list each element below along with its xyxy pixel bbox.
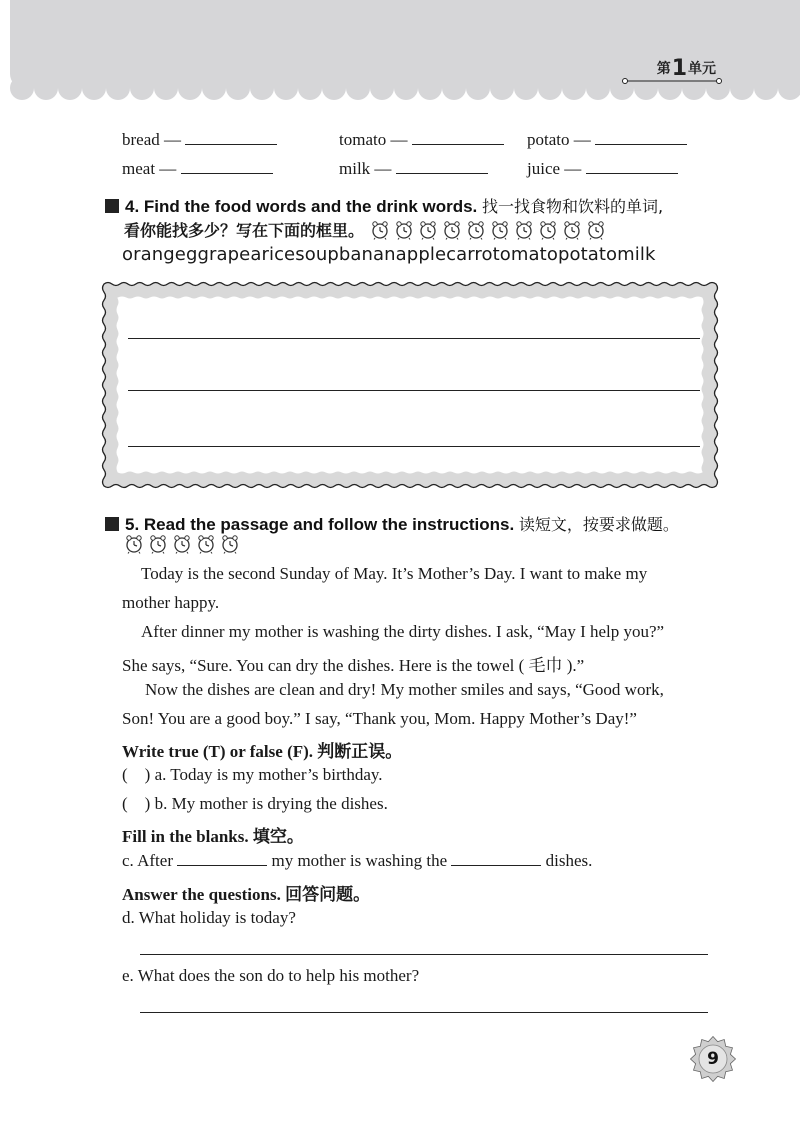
page-number: 9 xyxy=(707,1049,719,1069)
unit-label-decoration xyxy=(622,78,722,84)
passage-text: ).” xyxy=(566,656,585,675)
clock-icon xyxy=(514,220,534,240)
section4-title-en: 4. Find the food words and the drink words. xyxy=(125,197,478,216)
passage-line: After dinner my mother is washing the dirty dishes. I ask, “May I help you?” xyxy=(141,622,665,641)
fill-text: c. After xyxy=(122,851,173,870)
clock-icon xyxy=(466,220,486,240)
clock-icon xyxy=(148,534,168,554)
fill-text: my mother is washing the xyxy=(271,851,448,870)
answer-box-line[interactable] xyxy=(128,338,700,339)
section5-heading xyxy=(105,512,679,535)
clock-icon xyxy=(124,534,144,554)
unit-prefix: 第 xyxy=(656,61,671,77)
passage-line xyxy=(122,651,584,676)
clock-icon xyxy=(562,220,582,240)
answer-box-line[interactable] xyxy=(128,390,700,391)
blank-line[interactable] xyxy=(595,130,687,145)
blank-line[interactable] xyxy=(586,159,678,174)
section4-title-cn: 找一找食物和饮料的单词, xyxy=(482,197,664,216)
blank-word: potato — xyxy=(527,130,591,149)
blank-item xyxy=(339,159,488,179)
blank-word: bread — xyxy=(122,130,182,149)
section5-rating xyxy=(124,534,244,554)
unit-suffix: 单元 xyxy=(688,61,716,77)
tf-heading-en: Write true (T) or false (F). xyxy=(122,742,314,761)
passage-cn-word: 毛巾 xyxy=(528,656,563,676)
blank-item xyxy=(122,130,277,150)
clock-icon xyxy=(394,220,414,240)
fill-item xyxy=(122,851,592,871)
section-square-icon xyxy=(105,199,119,213)
answer-heading-cn: 回答问题。 xyxy=(285,885,371,905)
blank-item xyxy=(527,159,678,179)
blank-word: tomato — xyxy=(339,130,408,149)
blank-line[interactable] xyxy=(181,159,273,174)
passage-line: Now the dishes are clean and dry! My mother smiles and says, “Good work, xyxy=(145,680,664,699)
section5-title-cn: 读短文，按要求做题。 xyxy=(518,515,679,534)
clock-rating xyxy=(370,221,610,240)
blank-word: juice — xyxy=(527,159,582,178)
clock-icon xyxy=(442,220,462,240)
tf-item[interactable]: ( ) b. My mother is drying the dishes. xyxy=(122,794,388,813)
tf-item[interactable]: ( ) a. Today is my mother’s birthday. xyxy=(122,765,383,784)
blank-item xyxy=(339,130,504,150)
blank-word: meat — xyxy=(122,159,177,178)
question: e. What does the son do to help his mother? xyxy=(122,966,420,985)
passage-text: She says, “Sure. You can dry the dishes. Here is the towel ( xyxy=(122,656,525,675)
blank-item xyxy=(527,130,687,150)
passage-line: Son! You are a good boy.” I say, “Thank you, Mom. Happy Mother’s Day!” xyxy=(122,709,637,728)
fill-blank[interactable] xyxy=(451,851,541,866)
answer-heading-en: Answer the questions. xyxy=(122,885,281,904)
clock-icon xyxy=(196,534,216,554)
clock-rating xyxy=(124,535,244,554)
answer-line[interactable] xyxy=(140,954,708,955)
fill-blank[interactable] xyxy=(177,851,267,866)
tf-heading xyxy=(122,737,402,762)
question: d. What holiday is today? xyxy=(122,908,296,927)
answer-line[interactable] xyxy=(140,1012,708,1013)
answer-box-frame xyxy=(100,280,720,490)
section4-subtitle xyxy=(124,218,610,241)
clock-icon xyxy=(220,534,240,554)
clock-icon xyxy=(538,220,558,240)
passage-line: mother happy. xyxy=(122,593,220,612)
unit-number: 1 xyxy=(671,56,687,81)
section5-title-en: 5. Read the passage and follow the instructions. xyxy=(125,515,515,534)
clock-icon xyxy=(370,220,390,240)
letter-puzzle: orangeggrapearicesoupbananapplecarrotomatopotatomilk xyxy=(122,244,656,265)
fill-text: dishes. xyxy=(545,851,593,870)
blank-line[interactable] xyxy=(185,130,277,145)
clock-icon xyxy=(172,534,192,554)
section4-heading xyxy=(105,194,663,217)
section-square-icon xyxy=(105,517,119,531)
section4-subtitle-cn: 看你能找多少？写在下面的框里。 xyxy=(124,221,365,240)
clock-icon xyxy=(586,220,606,240)
answer-box-line[interactable] xyxy=(128,446,700,447)
clock-icon xyxy=(490,220,510,240)
blank-line[interactable] xyxy=(412,130,504,145)
fill-heading-en: Fill in the blanks. xyxy=(122,827,249,846)
blank-line[interactable] xyxy=(396,159,488,174)
tf-heading-cn: 判断正误。 xyxy=(317,742,403,762)
blank-item xyxy=(122,159,273,179)
blank-word: milk — xyxy=(339,159,392,178)
fill-heading xyxy=(122,822,304,847)
answer-heading xyxy=(122,880,370,905)
passage-line: Today is the second Sunday of May. It’s Mother’s Day. I want to make my xyxy=(141,564,648,583)
fill-heading-cn: 填空。 xyxy=(252,827,304,847)
clock-icon xyxy=(418,220,438,240)
